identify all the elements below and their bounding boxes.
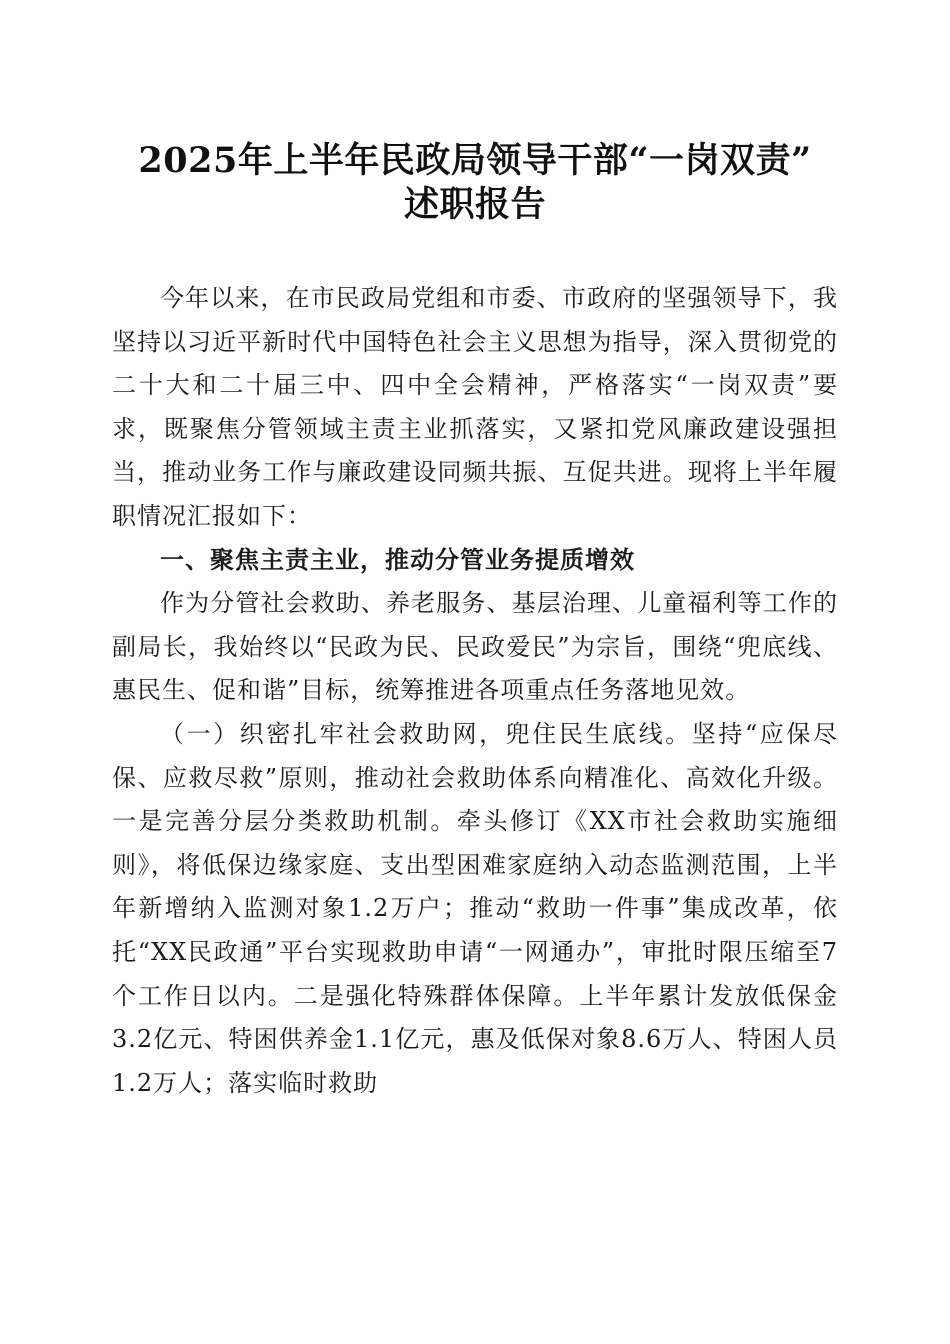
- document-title-line-1: 2025年上半年民政局领导干部“一岗双责”: [138, 140, 812, 181]
- intro-paragraph: 今年以来，在市民政局党组和市委、市政府的坚强领导下，我坚持以习近平新时代中国特色社会主义思想为指导，深入贯彻党的二十大和二十届三中、四中全会精神，严格落实“一岗双责”要求，既聚焦分管领域主责主业抓落实，又紧扣党风廉政建设强担当，推动业务工作与廉政建设同频共振、互促共进。现将上半年履职情况汇报如下：: [112, 284, 838, 530]
- document-body: [112, 277, 838, 1105]
- section-heading-1: 一、聚焦主责主业，推动分管业务提质增效: [160, 545, 635, 574]
- section-1-paragraph: 作为分管社会救助、养老服务、基层治理、儿童福利等工作的副局长，我始终以“民政为民、民政爱民”为宗旨，围绕“兜底线、惠民生、促和谐”目标，统筹推进各项重点任务落地见效。: [112, 589, 838, 705]
- subsection-1-paragraph: （一）织密扎牢社会救助网，兜住民生底线。坚持“应保尽保、应救尽救”原则，推动社会救助体系向精准化、高效化升级。一是完善分层分类救助机制。牵头修订《XX市社会救助实施细则》，将低保边缘家庭、支出型困难家庭纳入动态监测范围，上半年新增纳入监测对象1.2万户；推动“救助一件事”集成改革，依托“XX民政通”平台实现救助申请“一网通办”，审批时限压缩至7个工作日以内。二是强化特殊群体保障。上半年累计发放低保金3.2亿元、特困供养金1.1亿元，惠及低保对象8.6万人、特困人员1.2万人；落实临时救助: [112, 719, 838, 1097]
- document-title-line-2: 述职报告: [403, 184, 546, 225]
